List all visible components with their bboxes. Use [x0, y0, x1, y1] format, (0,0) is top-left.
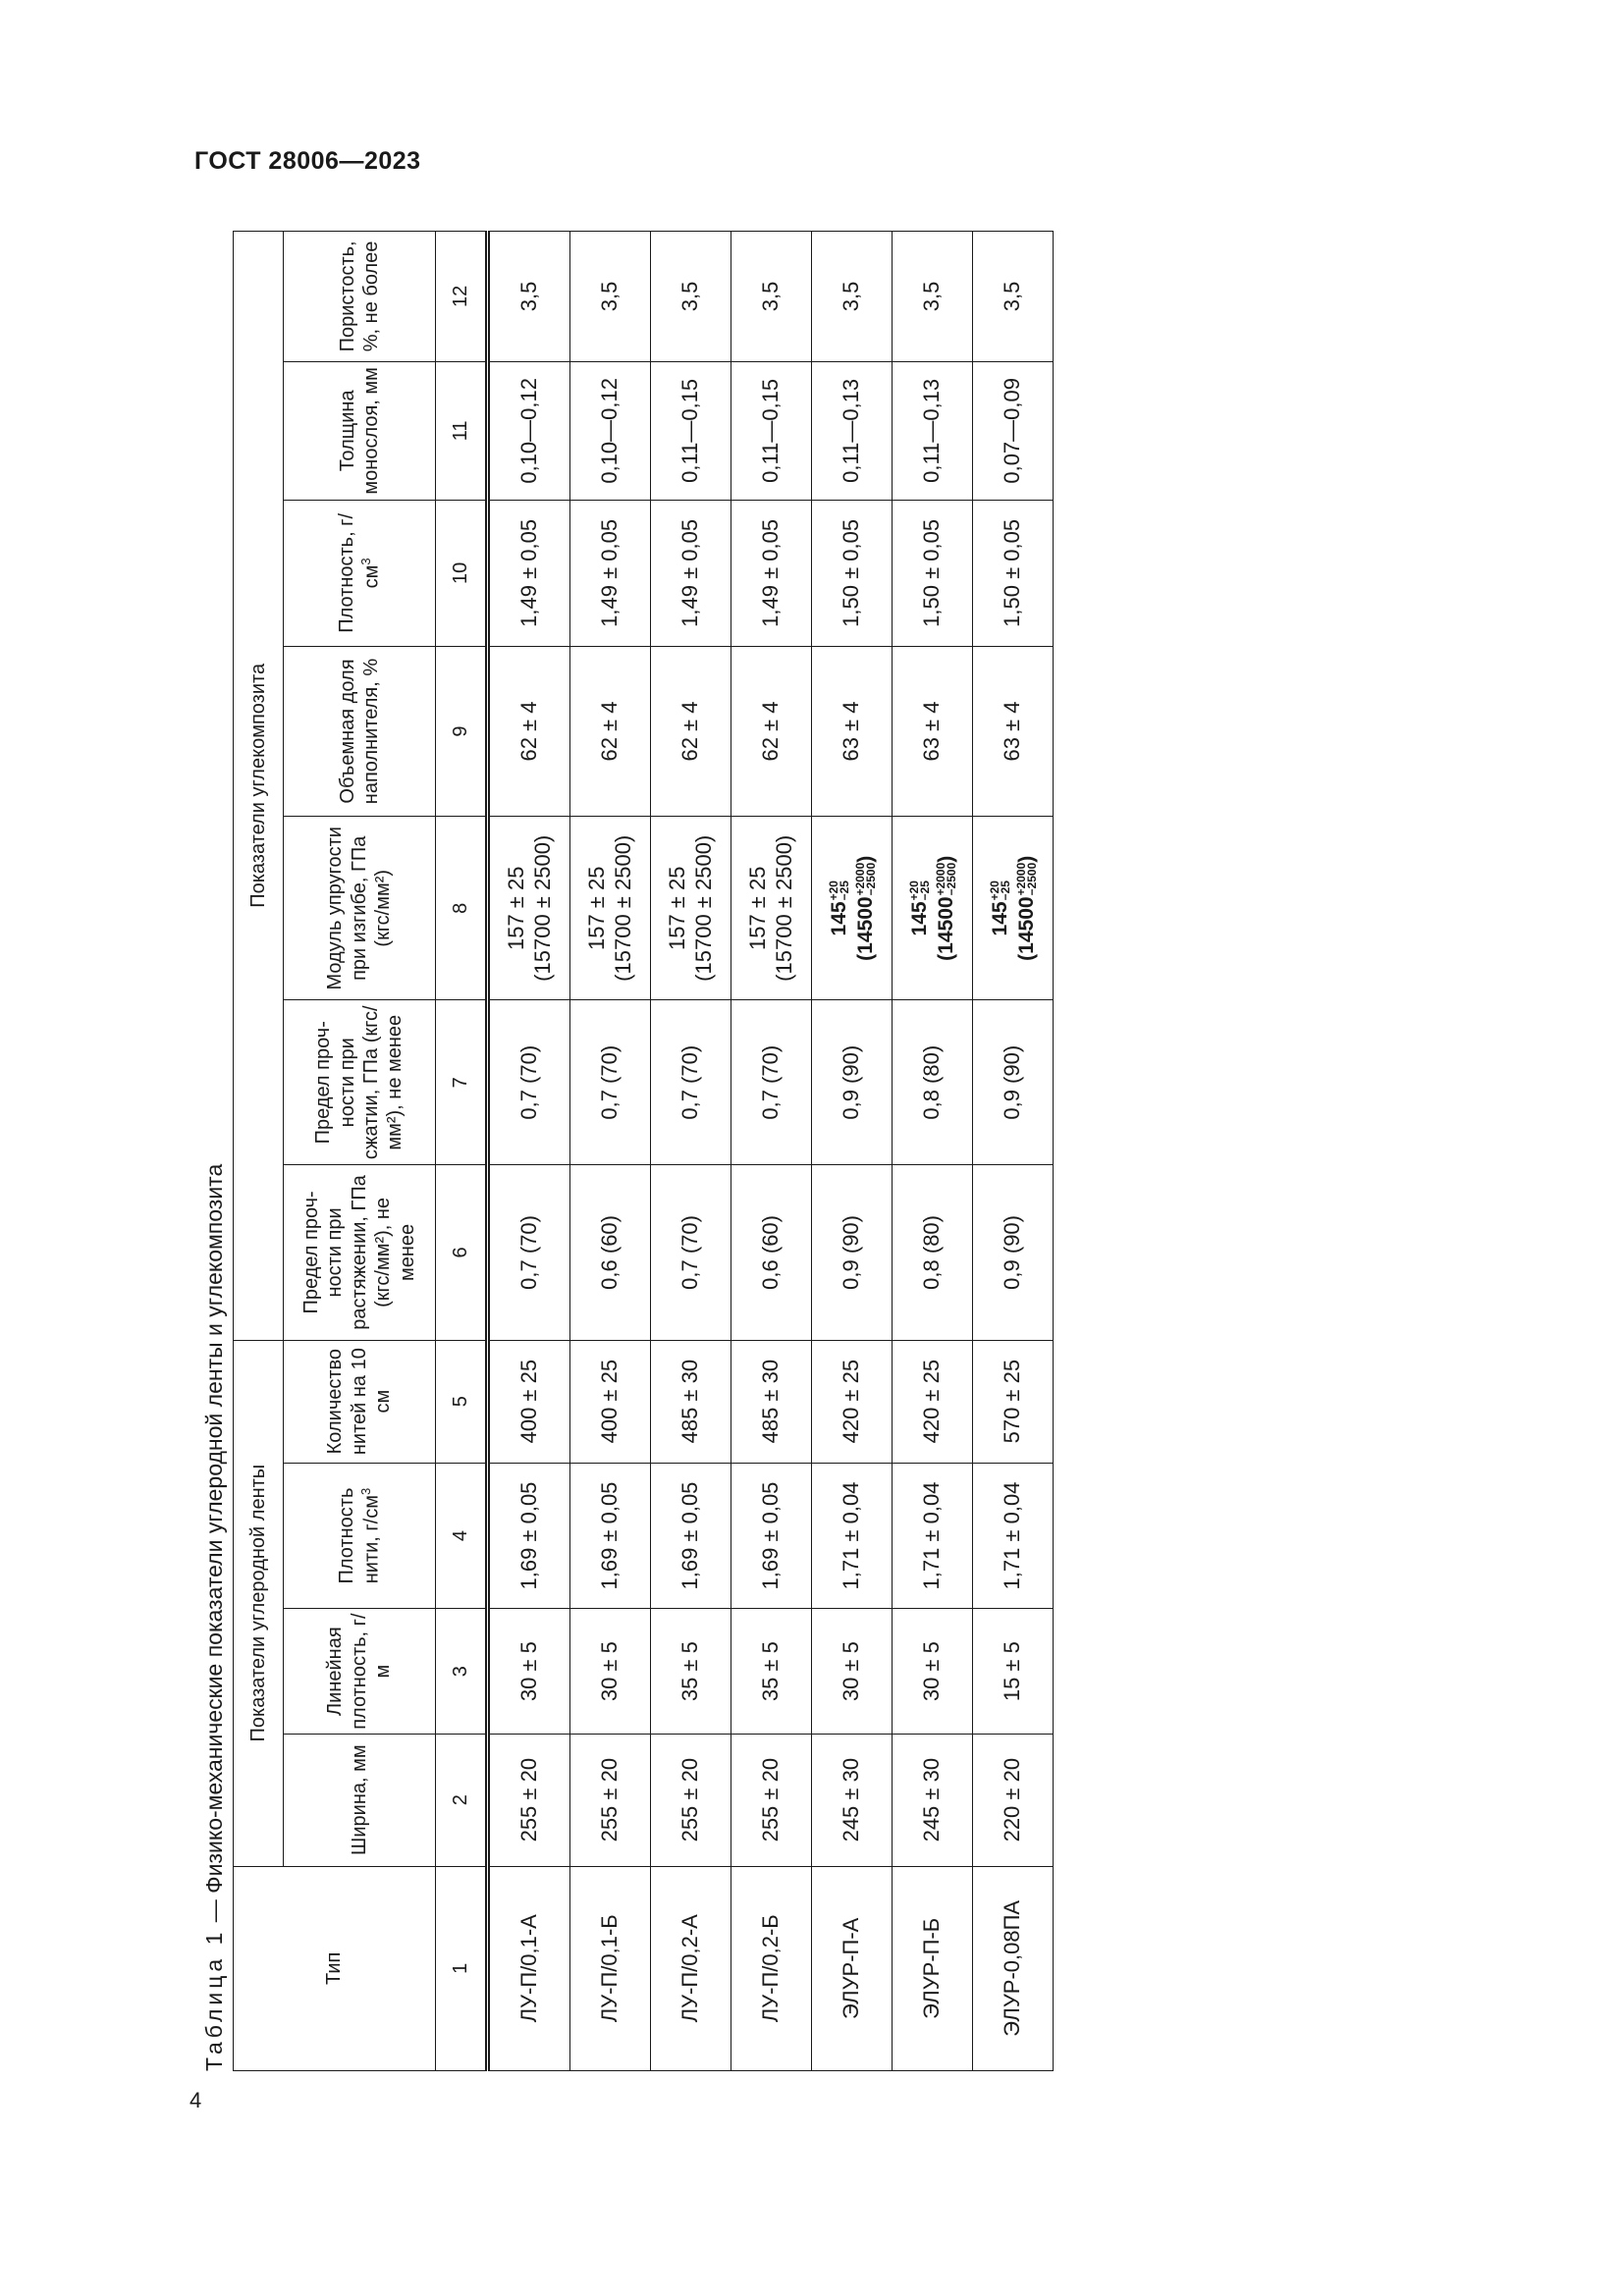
table-row	[893, 232, 973, 2071]
cell-linear-density: 30 ± 5	[488, 1609, 570, 1734]
modulus-gpa-tolerance	[826, 881, 852, 901]
cell-fiber-density: 1,69 ± 0,05	[570, 1463, 651, 1609]
tol-lower: −2500	[863, 862, 878, 896]
cell-volume-fraction: 63 ± 4	[973, 646, 1054, 816]
header-thread-count: Количество нитей на 10 см	[284, 1340, 436, 1463]
header-type: Тип	[234, 1866, 436, 2070]
cell-volume-fraction: 62 ± 4	[488, 646, 570, 816]
tol-upper: +20	[906, 881, 921, 901]
cell-width: 245 ± 30	[812, 1734, 893, 1866]
cell-volume-fraction: 62 ± 4	[570, 646, 651, 816]
table-row	[488, 232, 570, 2071]
cell-composite-density: 1,50 ± 0,05	[973, 500, 1054, 646]
cell-thread-count: 400 ± 25	[570, 1340, 651, 1463]
modulus-gpa-value: 145	[988, 901, 1011, 936]
header-tensile: Предел прочности при растяжении, ГПа (кгс/мм²), не менее	[284, 1165, 436, 1341]
modulus-gpa-tolerance	[987, 881, 1013, 901]
header-fiber-density-text: Плотность нити, г/см	[335, 1487, 383, 1584]
cell-thread-count: 420 ± 25	[893, 1340, 973, 1463]
cell-linear-density: 30 ± 5	[893, 1609, 973, 1734]
modulus-kgf	[1013, 855, 1039, 961]
cell-volume-fraction: 63 ± 4	[893, 646, 973, 816]
cell-flex-modulus	[570, 817, 651, 1000]
cell-porosity: 3,5	[893, 232, 973, 362]
header-fiber-density	[284, 1463, 436, 1609]
caption-prefix: Таблица 1	[201, 1928, 227, 2071]
cell-linear-density: 35 ± 5	[731, 1609, 812, 1734]
modulus-gpa: 157 ± 25	[664, 866, 689, 951]
modulus-kgf-close: )	[1014, 855, 1038, 863]
cell-width: 255 ± 20	[570, 1734, 651, 1866]
modulus-gpa-value: 145	[907, 901, 931, 936]
header-composite-density-text: Плотность, г/см	[335, 512, 383, 633]
cell-thickness: 0,11—0,13	[893, 361, 973, 500]
cell-composite-density: 1,50 ± 0,05	[812, 500, 893, 646]
modulus-gpa	[826, 881, 852, 936]
cell-linear-density: 30 ± 5	[570, 1609, 651, 1734]
header-monolayer-thickness: Толщина монослоя, мм	[284, 361, 436, 500]
cell-tensile: 0,9 (90)	[973, 1165, 1054, 1341]
modulus-gpa: 157 ± 25	[503, 866, 528, 951]
modulus-kgf-tolerance	[852, 862, 878, 896]
cell-linear-density: 30 ± 5	[812, 1609, 893, 1734]
cell-linear-density: 15 ± 5	[973, 1609, 1054, 1734]
cell-thread-count: 570 ± 25	[973, 1340, 1054, 1463]
group-header-tape: Показатели углеродной ленты	[234, 1340, 284, 1866]
tol-upper: +20	[826, 881, 840, 901]
modulus-kgf-tolerance	[1013, 862, 1039, 896]
cell-compressive: 0,7 (70)	[651, 1000, 731, 1165]
cell-tensile: 0,9 (90)	[812, 1165, 893, 1341]
cell-type: ЛУ-П/0,2-Б	[731, 1866, 812, 2070]
cell-type: ЭЛУР-П-Б	[893, 1866, 973, 2070]
table-row	[973, 232, 1054, 2071]
cell-tensile: 0,7 (70)	[488, 1165, 570, 1341]
cell-thickness: 0,07—0,09	[973, 361, 1054, 500]
cell-flex-modulus	[651, 817, 731, 1000]
cell-type: ЭЛУР-0,08ПА	[973, 1866, 1054, 2070]
group-header-composite: Показатели углекомпозита	[234, 232, 284, 1341]
cell-porosity: 3,5	[731, 232, 812, 362]
header-width: Ширина, мм	[284, 1734, 436, 1866]
header-volume-fraction: Объемная доля наполнителя, %	[284, 646, 436, 816]
modulus-kgf: (15700 ± 2500)	[771, 834, 796, 982]
tol-upper: +20	[987, 881, 1001, 901]
modulus-gpa-value: 145	[827, 901, 850, 936]
table-caption	[196, 236, 232, 2071]
table-row	[651, 232, 731, 2071]
table-row	[731, 232, 812, 2071]
cell-type: ЛУ-П/0,1-А	[488, 1866, 570, 2070]
cell-thread-count: 485 ± 30	[651, 1340, 731, 1463]
cell-flex-modulus	[812, 817, 893, 1000]
cell-fiber-density: 1,71 ± 0,04	[973, 1463, 1054, 1609]
tol-upper: +2000	[852, 862, 867, 896]
cell-composite-density: 1,50 ± 0,05	[893, 500, 973, 646]
cell-compressive: 0,8 (80)	[893, 1000, 973, 1165]
column-number: 9	[436, 646, 488, 816]
cell-composite-density: 1,49 ± 0,05	[731, 500, 812, 646]
cell-compressive: 0,9 (90)	[812, 1000, 893, 1165]
cell-flex-modulus	[973, 817, 1054, 1000]
cell-fiber-density: 1,71 ± 0,04	[893, 1463, 973, 1609]
cell-thread-count: 485 ± 30	[731, 1340, 812, 1463]
cell-thickness: 0,10—0,12	[488, 361, 570, 500]
modulus-kgf-close: )	[934, 855, 957, 863]
cell-porosity: 3,5	[570, 232, 651, 362]
modulus-kgf: (15700 ± 2500)	[690, 834, 716, 982]
column-number: 5	[436, 1340, 488, 1463]
header-fiber-density-sup: 3	[358, 1487, 374, 1496]
tol-lower: −25	[838, 881, 852, 901]
cell-tensile: 0,6 (60)	[570, 1165, 651, 1341]
cell-type: ЛУ-П/0,1-Б	[570, 1866, 651, 2070]
cell-composite-density: 1,49 ± 0,05	[570, 500, 651, 646]
header-linear-density: Линейная плотность, г/м	[284, 1609, 436, 1734]
header-composite-density	[284, 500, 436, 646]
cell-thread-count: 400 ± 25	[488, 1340, 570, 1463]
tol-lower: −25	[918, 881, 933, 901]
cell-tensile: 0,7 (70)	[651, 1165, 731, 1341]
modulus-gpa-tolerance	[906, 881, 933, 901]
header-compressive: Предел прочности при сжатии, ГПа (кгс/мм²), не менее	[284, 1000, 436, 1165]
column-number: 6	[436, 1165, 488, 1341]
tol-lower: −2500	[1024, 862, 1039, 896]
modulus-kgf: (15700 ± 2500)	[610, 834, 635, 982]
column-number: 11	[436, 361, 488, 500]
modulus-kgf-tolerance	[933, 862, 958, 896]
cell-thickness: 0,11—0,15	[731, 361, 812, 500]
cell-compressive: 0,7 (70)	[570, 1000, 651, 1165]
table-row	[812, 232, 893, 2071]
tol-upper: +2000	[933, 862, 947, 896]
cell-compressive: 0,7 (70)	[488, 1000, 570, 1165]
cell-porosity: 3,5	[488, 232, 570, 362]
properties-table	[233, 231, 1054, 2071]
cell-type: ЛУ-П/0,2-А	[651, 1866, 731, 2070]
cell-thread-count: 420 ± 25	[812, 1340, 893, 1463]
cell-flex-modulus	[893, 817, 973, 1000]
cell-flex-modulus	[488, 817, 570, 1000]
cell-volume-fraction: 62 ± 4	[731, 646, 812, 816]
cell-type: ЭЛУР-П-А	[812, 1866, 893, 2070]
modulus-kgf-value: (14500	[853, 896, 877, 961]
cell-fiber-density: 1,69 ± 0,05	[731, 1463, 812, 1609]
modulus-kgf: (15700 ± 2500)	[529, 834, 555, 982]
column-number: 12	[436, 232, 488, 362]
modulus-kgf	[933, 855, 958, 961]
document-header: ГОСТ 28006—2023	[194, 147, 421, 175]
column-number: 8	[436, 817, 488, 1000]
tol-lower: −25	[999, 881, 1013, 901]
cell-porosity: 3,5	[651, 232, 731, 362]
cell-thickness: 0,10—0,12	[570, 361, 651, 500]
cell-tensile: 0,8 (80)	[893, 1165, 973, 1341]
modulus-kgf-value: (14500	[1014, 896, 1038, 961]
cell-thickness: 0,11—0,15	[651, 361, 731, 500]
tol-lower: −2500	[944, 862, 958, 896]
table-row	[570, 232, 651, 2071]
header-composite-density-sup: 3	[358, 558, 374, 565]
caption-text: — Физико-механические показатели углеродной ленты и углекомпозита	[201, 1163, 227, 1929]
cell-width: 255 ± 20	[731, 1734, 812, 1866]
modulus-kgf	[852, 855, 878, 961]
modulus-kgf-close: )	[853, 855, 877, 863]
column-number: 3	[436, 1609, 488, 1734]
modulus-gpa: 157 ± 25	[744, 866, 770, 951]
cell-width: 255 ± 20	[488, 1734, 570, 1866]
modulus-gpa	[987, 881, 1013, 936]
cell-compressive: 0,7 (70)	[731, 1000, 812, 1165]
modulus-gpa: 157 ± 25	[583, 866, 609, 951]
cell-volume-fraction: 63 ± 4	[812, 646, 893, 816]
rotated-table-block	[196, 231, 1080, 2071]
page-number: 4	[189, 2088, 202, 2112]
cell-compressive: 0,9 (90)	[973, 1000, 1054, 1165]
column-number: 4	[436, 1463, 488, 1609]
cell-composite-density: 1,49 ± 0,05	[651, 500, 731, 646]
cell-porosity: 3,5	[973, 232, 1054, 362]
modulus-kgf-value: (14500	[934, 896, 957, 961]
cell-porosity: 3,5	[812, 232, 893, 362]
column-number: 7	[436, 1000, 488, 1165]
cell-fiber-density: 1,69 ± 0,05	[651, 1463, 731, 1609]
tol-upper: +2000	[1013, 862, 1028, 896]
cell-width: 255 ± 20	[651, 1734, 731, 1866]
cell-flex-modulus	[731, 817, 812, 1000]
cell-width: 245 ± 30	[893, 1734, 973, 1866]
column-number: 2	[436, 1734, 488, 1866]
cell-volume-fraction: 62 ± 4	[651, 646, 731, 816]
header-porosity: Пористость, %, не более	[284, 232, 436, 362]
cell-thickness: 0,11—0,13	[812, 361, 893, 500]
header-flex-modulus: Модуль упругости при изгибе, ГПа (кгс/мм²)	[284, 817, 436, 1000]
cell-width: 220 ± 20	[973, 1734, 1054, 1866]
modulus-gpa	[906, 881, 933, 936]
cell-tensile: 0,6 (60)	[731, 1165, 812, 1341]
cell-fiber-density: 1,69 ± 0,05	[488, 1463, 570, 1609]
cell-composite-density: 1,49 ± 0,05	[488, 500, 570, 646]
column-number: 1	[436, 1866, 488, 2070]
cell-fiber-density: 1,71 ± 0,04	[812, 1463, 893, 1609]
column-number: 10	[436, 500, 488, 646]
cell-linear-density: 35 ± 5	[651, 1609, 731, 1734]
